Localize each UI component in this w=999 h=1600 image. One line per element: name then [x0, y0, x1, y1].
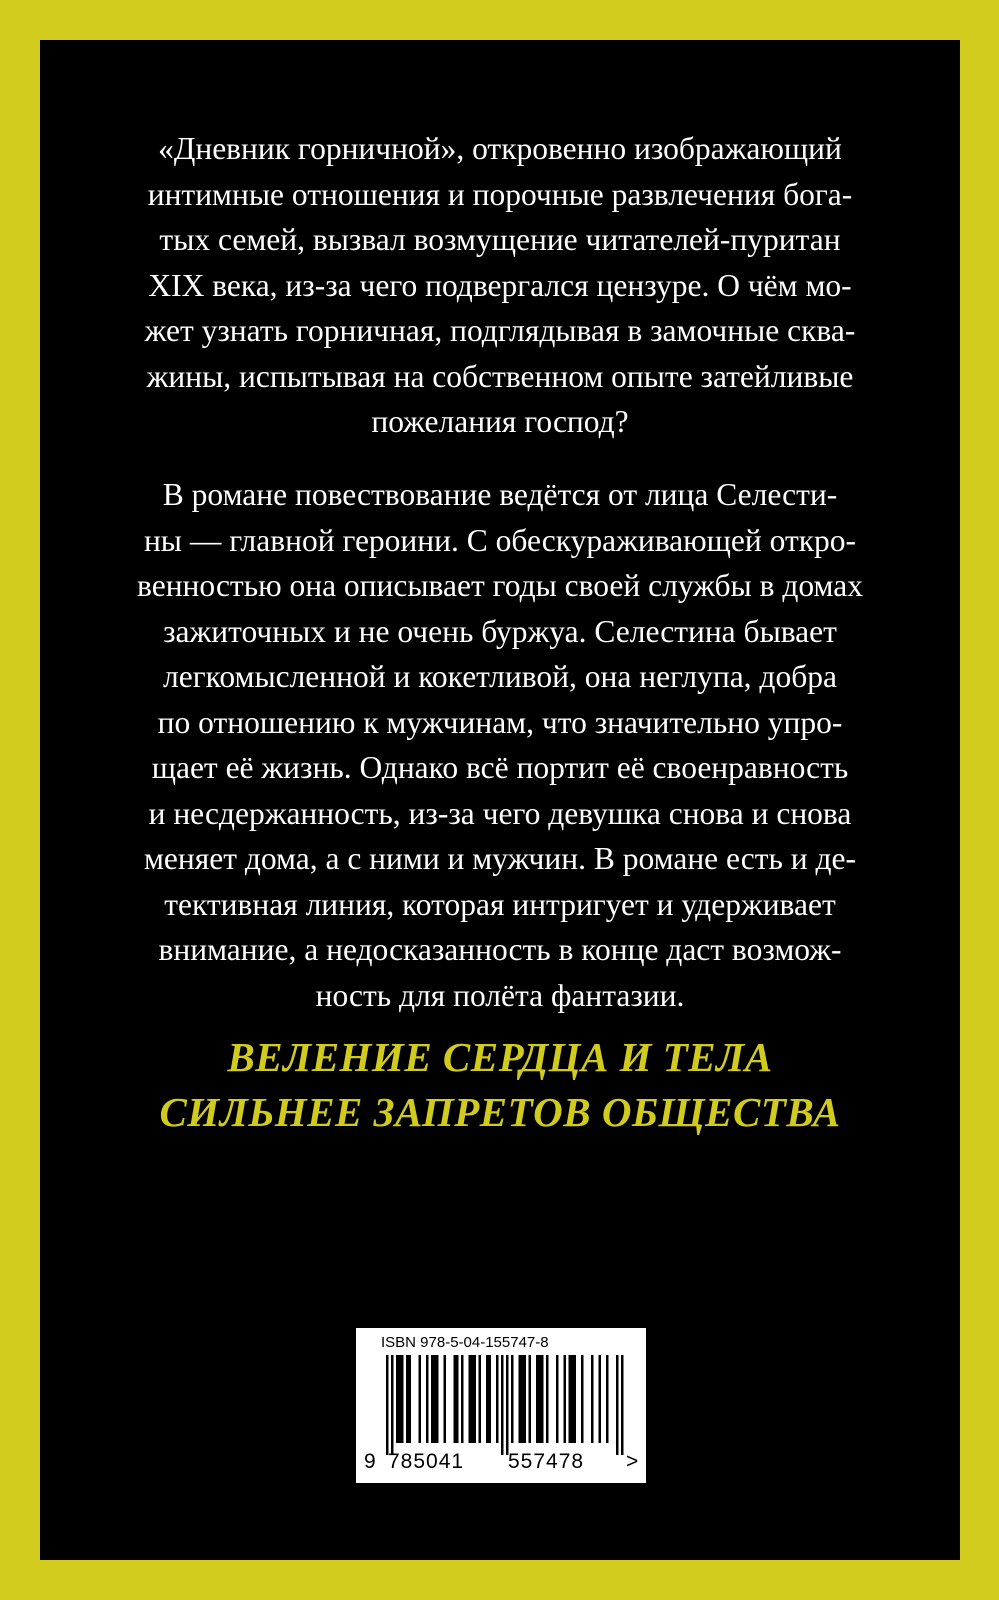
barcode-bar	[454, 1355, 457, 1443]
barcode-bar	[471, 1355, 474, 1443]
paragraph-line: меняет дома, а с ними и мужчин. В романе есть и де-	[143, 841, 857, 876]
barcode-bar	[524, 1355, 527, 1443]
paragraph-line: жины, испытывая на собственном опыте затейливые	[146, 358, 854, 394]
paragraph-line: щает её жизнь. Однако всё портит её своенравность	[151, 750, 849, 785]
barcode-bar	[571, 1355, 574, 1443]
barcode-arrow: >	[626, 1450, 639, 1473]
barcode-bar	[581, 1355, 584, 1443]
barcode-bar	[456, 1355, 459, 1443]
barcode-bar	[536, 1355, 539, 1443]
barcode-bar	[546, 1355, 549, 1443]
barcode-guard-bar	[391, 1355, 394, 1455]
black-panel	[40, 40, 960, 1560]
paragraph-line: пожелания господ?	[371, 404, 629, 439]
paragraph-line: венностью она описывает годы своей службы в домах	[137, 568, 863, 603]
barcode-bar	[419, 1355, 422, 1443]
paragraph-line: и несдержанность, из-за чего девушка снова и снова	[148, 795, 852, 831]
paragraph-line: тективная линия, которая интригует и удерживает	[164, 886, 836, 922]
slogan-line-2: СИЛЬНЕЕ ЗАПРЕТОВ ОБЩЕСТВА	[159, 1089, 841, 1135]
barcode-bar	[461, 1355, 464, 1443]
paragraph-line: внимание, а недосказанность в конце даст возмож-	[158, 932, 842, 967]
barcode-bar	[396, 1355, 399, 1443]
barcode-guard-bar	[501, 1355, 504, 1455]
paragraph-line: зажиточных и не очень буржуа. Селестина бывает	[163, 613, 837, 649]
paragraph-line: ны — главной героини. С обескураживающей откро-	[143, 522, 857, 558]
barcode-bar	[486, 1355, 489, 1443]
barcode-bar	[529, 1355, 532, 1443]
isbn-label: ISBN 978-5-04-155747-8	[381, 1334, 549, 1351]
paragraph-line: ность для полёта фантазии.	[315, 977, 685, 1013]
barcode-bar	[474, 1355, 477, 1443]
paragraph-line: «Дневник горничной», откровенно изображающий	[158, 131, 842, 166]
barcode-guard-bar	[506, 1355, 509, 1455]
barcode-bar	[434, 1355, 437, 1443]
barcode-bars	[374, 1355, 634, 1455]
paragraph-line: по отношению к мужчинам, что значительно упро-	[157, 704, 843, 740]
barcode-bar	[519, 1355, 522, 1443]
paragraph-line: XIX века, из-за чего подвергался цензуре. О чём мо-	[148, 267, 852, 303]
barcode-guard-bar	[616, 1355, 619, 1455]
isbn-barcode	[356, 1328, 646, 1483]
barcode-bar	[479, 1355, 482, 1443]
barcode-bar	[556, 1355, 559, 1443]
barcode-bar	[539, 1355, 542, 1443]
barcode-bar	[521, 1355, 524, 1443]
barcode-first-digit: 9	[364, 1450, 376, 1473]
description-paragraph-2	[115, 472, 885, 1018]
paragraph-line: легкомысленной и кокетливой, она неглупа, добра	[163, 659, 837, 694]
barcode-bar	[606, 1355, 609, 1443]
paragraph-line: В романе повествование ведётся от лица Селести-	[162, 477, 838, 512]
barcode-bar	[574, 1355, 577, 1443]
paragraph-line: тых семей, вызвал возмущение читателей-пуритан	[159, 222, 841, 257]
barcode-bar	[436, 1355, 439, 1443]
barcode-bar	[599, 1355, 602, 1443]
slogan	[70, 1030, 930, 1140]
barcode-bar	[564, 1355, 567, 1443]
barcode-bar	[511, 1355, 514, 1443]
barcode-bar	[431, 1355, 434, 1443]
barcode-bar	[401, 1355, 404, 1443]
barcode-bar	[591, 1355, 594, 1443]
barcode-bar	[406, 1355, 409, 1443]
barcode-bar	[469, 1355, 472, 1443]
barcode-bar	[541, 1355, 544, 1443]
paragraph-line: интимные отношения и порочные развлечения бога-	[147, 176, 853, 212]
paragraph-line: жет узнать горничная, подглядывая в замочные сква-	[144, 313, 856, 348]
barcode-bar	[426, 1355, 429, 1443]
barcode-bar	[444, 1355, 447, 1443]
barcode-bar	[569, 1355, 572, 1443]
barcode-bar	[399, 1355, 402, 1443]
barcode-right-group: 557478	[508, 1450, 585, 1473]
barcode-bar	[489, 1355, 492, 1443]
barcode-bar	[496, 1355, 499, 1443]
description-paragraph-1	[115, 126, 885, 445]
barcode-left-group: 785041	[388, 1450, 465, 1473]
barcode-guard-bar	[621, 1355, 624, 1455]
barcode-bar	[409, 1355, 412, 1443]
barcode-guard-bar	[386, 1355, 389, 1455]
slogan-line-1: ВЕЛЕНИЕ СЕРДЦА И ТЕЛА	[227, 1034, 773, 1080]
